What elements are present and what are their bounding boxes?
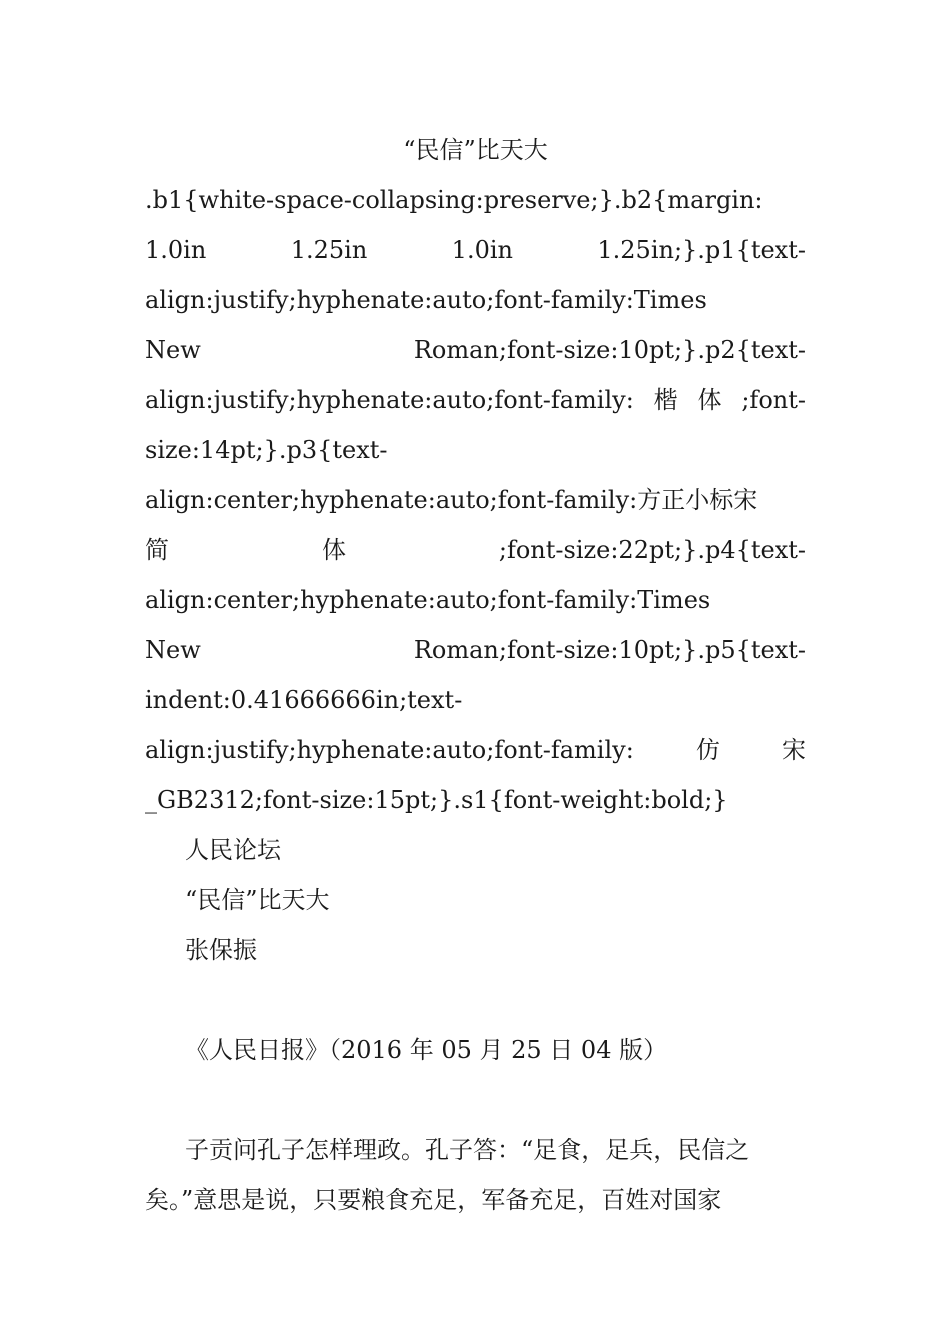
- text-segment: align:justify;hyphenate:auto;font-family:Times: [145, 286, 707, 314]
- css-text-line: [145, 475, 806, 525]
- text-segment: Roman;font-size:10pt;}.p5{text-: [413, 636, 806, 664]
- text-segment: align:center;hyphenate:auto;font-family:方正小标宋: [145, 486, 758, 514]
- text-segment: New: [145, 336, 201, 364]
- source-line: 《人民日报》（2016 年 05 月 25 日 04 版）: [185, 1036, 668, 1064]
- text-segment: align:justify;hyphenate:auto;font-family:: [145, 386, 634, 414]
- author-name: 张保振: [185, 936, 257, 964]
- text-segment: Roman;font-size:10pt;}.p2{text-: [413, 336, 806, 364]
- text-segment: ;font-size:22pt;}.p4{text-: [498, 536, 806, 564]
- spacer: [145, 1075, 806, 1125]
- article-subtitle: “民信”比天大: [185, 886, 330, 914]
- text-segment: 子贡问孔子怎样理政。孔子答：“足食，足兵，民信之: [185, 1136, 750, 1164]
- css-text-line: [145, 625, 806, 675]
- text-segment: .b1{white-space-collapsing:preserve;}.b2{margin:: [145, 186, 763, 214]
- text-segment: 1.0in: [451, 236, 513, 264]
- css-text-line: [145, 275, 806, 325]
- text-segment: ;font-: [741, 386, 806, 414]
- text-segment: 1.25in: [290, 236, 368, 264]
- css-text-line: [145, 175, 806, 225]
- text-segment: New: [145, 636, 201, 664]
- text-segment: align:justify;hyphenate:auto;font-family:: [145, 736, 634, 764]
- css-text-block: [145, 175, 806, 825]
- document-title: “民信”比天大: [403, 136, 548, 164]
- column-name: 人民论坛: [185, 836, 281, 864]
- text-segment: 1.25in;}.p1{text-: [597, 236, 806, 264]
- body-text-line: [145, 1175, 806, 1225]
- body-text-line: [145, 1125, 806, 1175]
- body-text-block: [145, 1125, 806, 1225]
- text-segment: 1.0in: [145, 236, 207, 264]
- text-segment: align:center;hyphenate:auto;font-family:Times: [145, 586, 711, 614]
- css-text-line: [145, 675, 806, 725]
- text-segment: 简: [145, 536, 169, 564]
- css-text-line: [145, 525, 806, 575]
- text-segment: 体: [697, 386, 722, 414]
- text-segment: 宋: [782, 736, 806, 764]
- text-segment: 仿: [695, 736, 720, 764]
- spacer: [145, 975, 806, 1025]
- css-text-line: [145, 325, 806, 375]
- text-segment: size:14pt;}.p3{text-: [145, 436, 388, 464]
- css-text-line: [145, 725, 806, 775]
- text-segment: _GB2312;font-size:15pt;}.s1{font-weight:bold;}: [145, 786, 728, 814]
- text-segment: 体: [321, 536, 346, 564]
- css-text-line: [145, 575, 806, 625]
- text-segment: 矣。”意思是说，只要粮食充足，军备充足，百姓对国家: [145, 1186, 722, 1214]
- document-page: [145, 125, 806, 1225]
- css-text-line: [145, 775, 806, 825]
- text-segment: indent:0.41666666in;text-: [145, 686, 463, 714]
- css-text-line: [145, 375, 806, 425]
- css-text-line: [145, 225, 806, 275]
- css-text-line: [145, 425, 806, 475]
- text-segment: 楷: [653, 386, 678, 414]
